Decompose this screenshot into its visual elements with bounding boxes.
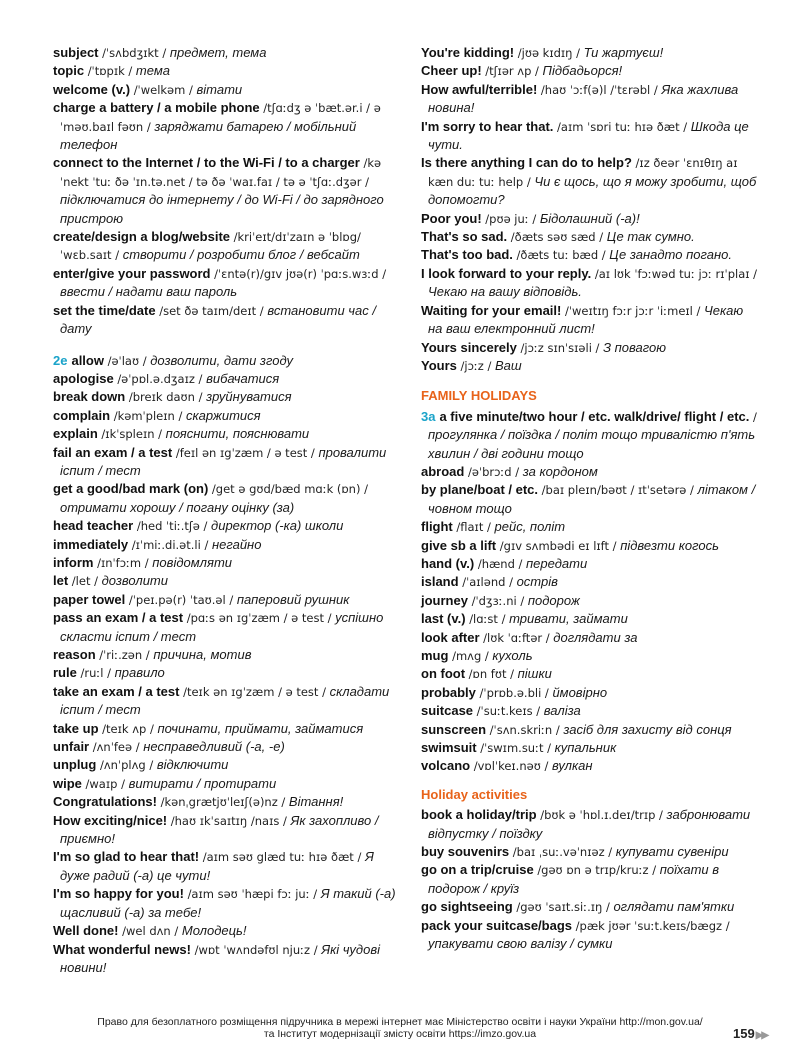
vocab-entry	[53, 664, 405, 682]
headword: charge a battery / a mobile phone	[53, 100, 260, 116]
transcription: /lɑːst /	[469, 612, 506, 627]
translation: вітати	[196, 81, 243, 97]
headword: go sightseeing	[421, 899, 513, 915]
translation: забронювати відпустку / поїздку	[428, 807, 751, 841]
vocab-entry	[421, 408, 761, 463]
vocab-entry	[421, 463, 761, 481]
translation: купувати сувеніри	[615, 844, 729, 860]
translation: тема	[135, 63, 170, 79]
vocab-entry	[421, 246, 761, 264]
translation: причина, мотив	[153, 647, 252, 662]
headword: abroad	[421, 463, 465, 479]
transcription: /ɪnˈfɔːm /	[97, 555, 149, 570]
translation: несправедливий (-а, -е)	[143, 739, 285, 755]
headword: That's so sad.	[421, 229, 508, 245]
headword: I'm so glad to hear that!	[53, 849, 200, 865]
transcription: /feɪl ən ɪgˈzæm / ə test /	[175, 445, 315, 460]
lesson-number: 3a	[421, 408, 436, 424]
headword: How awful/terrible!	[421, 81, 538, 97]
transcription: /jɔːz /	[460, 358, 492, 373]
left-column	[53, 44, 405, 977]
headword: Waiting for your email!	[421, 302, 562, 318]
transcription: /ˈriː.zən /	[99, 648, 150, 662]
transcription: /gəʊ ˈsaɪt.siː.ɪŋ /	[516, 900, 610, 915]
transcription: /wɒt ˈwʌndəfʊl njuːz /	[194, 942, 318, 957]
headword: buy souvenirs	[421, 844, 510, 860]
vocab-entry	[53, 370, 405, 388]
vocab-entry	[421, 702, 761, 720]
translation: починати, приймати, займатися	[157, 720, 364, 736]
translation: отримати хорошу / погану оцінку (за)	[60, 499, 295, 515]
page-number-text: 159	[733, 1026, 755, 1041]
headword: That's too bad.	[421, 247, 513, 263]
translation: засіб для захисту від сонця	[563, 721, 732, 737]
vocab-entry	[53, 591, 405, 609]
vocab-entry	[53, 554, 405, 572]
transcription: /əˈlaʊ /	[107, 353, 147, 368]
transcription: /aɪm səʊ ˈhæpi fɔː juː /	[187, 887, 318, 902]
translation: вибачатися	[206, 370, 280, 386]
headword: book a holiday/trip	[421, 807, 537, 823]
translation: передати	[526, 555, 588, 571]
translation: пішки	[517, 666, 552, 682]
headword: I'm so happy for you!	[53, 886, 184, 902]
transcription: /ɪkˈspleɪn /	[101, 427, 163, 442]
transcription: /aɪm səʊ glæd tuː hɪə ðæt /	[202, 850, 362, 865]
headword: rule	[53, 665, 77, 681]
translation: Молодець!	[181, 923, 247, 939]
vocab-entry	[421, 684, 761, 702]
translation: тривати, займати	[509, 611, 628, 627]
transcription: /gəʊ ɒn ə trɪp/kruːz /	[537, 863, 657, 878]
headword: Yours	[421, 357, 457, 373]
vocab-entry	[53, 517, 405, 535]
headword: apologise	[53, 370, 114, 386]
vocab-entry	[53, 407, 405, 425]
translation: підключатися до інтернету / до Wi-Fi / до зарядного пристрою	[60, 192, 384, 226]
headword: suitcase	[421, 703, 474, 719]
translation: ввести / надати ваш пароль	[60, 284, 238, 300]
headword: get a good/bad mark (on)	[53, 481, 209, 497]
translation: прогулянка / поїздка / політ тощо тривалістю п'ять хвилин / дві години тощо	[428, 427, 756, 461]
next-arrows-icon: ▶▶	[755, 1030, 768, 1041]
vocab-entry	[421, 537, 761, 555]
vocab-entry	[53, 536, 405, 554]
footer-notice	[0, 1016, 800, 1040]
translation: Це занадто погано.	[609, 247, 732, 263]
transcription: /ruːl /	[80, 666, 111, 681]
translation: Шкода це чути.	[428, 118, 749, 153]
headword: allow	[71, 352, 104, 368]
vocab-entry	[53, 646, 405, 664]
translation: Чекаю на вашу відповідь.	[428, 284, 582, 300]
translation: встановити час / дату	[60, 302, 376, 337]
transcription: /ðæts səʊ sæd /	[510, 230, 604, 245]
vocab-entry	[53, 302, 405, 339]
headword: Yours sincerely	[421, 339, 517, 355]
vocab-entry	[421, 228, 761, 246]
transcription: /baɪ ˌsuː.vəˈnɪəz /	[512, 845, 613, 860]
headword: break down	[53, 389, 126, 405]
translation: зруйнуватися	[206, 389, 292, 405]
vocab-entry	[53, 228, 405, 265]
vocab-entry	[421, 757, 761, 775]
transcription: /ˈdʒɜː.ni /	[471, 593, 525, 608]
translation: вулкан	[551, 758, 593, 774]
vocab-entry	[421, 721, 761, 739]
translation: витирати / протирати	[128, 775, 277, 791]
translation: провалити іспит / тест	[60, 444, 387, 478]
headword: let	[53, 573, 69, 589]
translation: успішно скласти іспит / тест	[60, 610, 384, 644]
headword: sunscreen	[421, 721, 487, 737]
transcription: /bʊk ə ˈhɒl.ɪ.deɪ/trɪp /	[540, 808, 663, 823]
headword: create/design a blog/website	[53, 229, 230, 245]
transcription: /teɪk ʌp /	[102, 721, 154, 736]
headword: go on a trip/cruise	[421, 862, 534, 878]
transcription: /jʊə kɪdɪŋ /	[517, 46, 580, 60]
vocab-entry	[53, 388, 405, 406]
headword: How exciting/nice!	[53, 812, 168, 828]
headword: volcano	[421, 758, 471, 774]
headword: I'm sorry to hear that.	[421, 118, 554, 134]
headword: probably	[421, 684, 476, 700]
transcription: /get ə gʊd/bæd mɑːk (ɒn) /	[211, 482, 368, 497]
vocab-entry	[421, 518, 761, 536]
footer-line-1: Право для безоплатного розміщення підручника в мережі інтернет має Міністерство освіти і науки України http://mon.gov.ua/	[97, 1016, 703, 1028]
vocab-entry	[421, 917, 761, 954]
headword: unplug	[53, 757, 97, 773]
translation: за кордоном	[522, 463, 598, 479]
headword: complain	[53, 407, 111, 423]
headword: I look forward to your reply.	[421, 265, 592, 281]
vocab-entry	[421, 302, 761, 339]
headword: pack your suitcase/bags	[421, 917, 573, 933]
translation: скаржитися	[185, 407, 261, 423]
vocab-entry	[53, 425, 405, 443]
transcription: /waɪp /	[85, 776, 125, 791]
translation: паперовий рушник	[236, 591, 350, 607]
transcription: /ˈweɪtɪŋ fɔːr jɔːr ˈiːmeɪl /	[564, 303, 701, 318]
translation: Підбадьорся!	[542, 63, 623, 79]
vocab-entry	[421, 265, 761, 302]
vocab-entry	[421, 62, 761, 80]
section-title-holiday-activities: Holiday activities	[421, 786, 528, 802]
vocab-entry	[53, 756, 405, 774]
headword: Congratulations!	[53, 794, 157, 810]
vocab-entry	[421, 806, 761, 843]
vocab-entry	[53, 775, 405, 793]
vocab-entry	[421, 118, 761, 155]
transcription: /ˈsuːt.keɪs /	[476, 704, 541, 719]
vocab-entry	[421, 573, 761, 591]
spacer	[53, 339, 405, 352]
vocab-entry	[421, 44, 761, 62]
translation: поїхати в подорож / круїз	[428, 862, 720, 896]
headword: look after	[421, 629, 480, 645]
transcription: /kənˌgrætjʊˈleɪʃ(ə)nz /	[160, 795, 286, 810]
transcription: /aɪ lʊk ˈfɔːwəd tuː jɔː rɪˈplaɪ /	[594, 266, 758, 281]
headword: on foot	[421, 666, 466, 682]
transcription: /kəmˈpleɪn /	[113, 408, 183, 423]
vocab-entry	[53, 793, 405, 811]
transcription: /tʃɑːdʒ ə ˈbæt.ər.i / ə ˈməʊ.baɪl fəʊn /	[60, 101, 381, 134]
headword: paper towel	[53, 591, 126, 607]
vocab-entry	[53, 444, 405, 481]
translation: Ти жартуєш!	[583, 45, 664, 60]
headword: flight	[421, 519, 453, 535]
vocab-entry	[421, 647, 761, 665]
transcription: /ʌnˈfeə /	[92, 740, 140, 755]
transcription: /ʌnˈplʌg /	[99, 758, 154, 773]
vocab-entry	[421, 210, 761, 228]
translation: Чекаю на ваш електронний лист!	[428, 302, 744, 337]
translation: повідомляти	[152, 554, 233, 570]
translation: складати іспит / тест	[60, 683, 390, 718]
vocab-entry	[421, 357, 761, 375]
headword: wipe	[53, 775, 82, 791]
translation: З повагою	[603, 339, 667, 355]
transcription: /ɪˈmiː.di.ət.li /	[131, 537, 209, 552]
translation: доглядати за	[553, 629, 638, 645]
transcription: /set ðə taɪm/deɪt /	[159, 303, 264, 318]
vocab-entry	[53, 941, 405, 978]
headword: What wonderful news!	[53, 941, 191, 957]
transcription: /hænd /	[477, 556, 523, 571]
headword: Well done!	[53, 923, 119, 939]
transcription: /	[753, 409, 757, 424]
vocab-entry	[421, 592, 761, 610]
transcription: /wel dʌn /	[122, 924, 179, 939]
translation: створити / розробити блог / вебсайт	[122, 247, 360, 263]
vocab-entry	[53, 572, 405, 590]
transcription: /pʊə juː /	[485, 211, 537, 226]
vocab-entry	[53, 812, 405, 849]
vocab-entry	[421, 610, 761, 628]
transcription: /pæk jʊər ˈsuːt.keɪs/bægz /	[575, 918, 730, 933]
vocab-entry	[421, 154, 761, 209]
translation: Яка жахлива новина!	[428, 81, 739, 116]
transcription: /əˈpɒl.ə.dʒaɪz /	[117, 371, 203, 386]
headword: connect to the Internet / to the Wi-Fi / to a charger	[53, 155, 360, 171]
headword: unfair	[53, 739, 90, 755]
transcription: /ˈprɒb.ə.bli /	[479, 685, 549, 700]
translation: Я такий (-а) щасливий (-а) за тебе!	[60, 886, 396, 920]
translation: пояснити, пояснювати	[165, 426, 310, 442]
translation: подорож	[527, 592, 580, 608]
vocab-entry	[421, 629, 761, 647]
translation: упакувати свою валізу / сумки	[428, 936, 613, 952]
vocab-entry	[53, 922, 405, 940]
headword: inform	[53, 554, 94, 570]
headword: fail an exam / a test	[53, 444, 173, 460]
transcription: /ˈaɪlənd /	[462, 575, 513, 590]
family-holidays-list	[421, 408, 761, 776]
headword: You're kidding!	[421, 45, 515, 60]
transcription: /breɪk daʊn /	[128, 390, 203, 405]
headword: set the time/date	[53, 302, 156, 318]
vocab-entry	[53, 683, 405, 720]
translation: заряджати батарею / мобільний телефон	[60, 118, 357, 153]
translation: Вітання!	[288, 794, 344, 810]
vocab-entry	[53, 44, 405, 62]
holiday-activities-list	[421, 806, 761, 953]
right-column	[421, 44, 761, 954]
section-title-family-holidays: FAMILY HOLIDAYS	[421, 388, 537, 404]
headword: hand (v.)	[421, 555, 475, 571]
headword: a five minute/two hour / etc. walk/drive/ flight / etc.	[439, 408, 750, 424]
headword: Poor you!	[421, 210, 482, 226]
transcription: /aɪm ˈsɒri tuː hɪə ðæt /	[557, 119, 688, 134]
vocab-entry	[421, 339, 761, 357]
vocab-entry	[53, 265, 405, 302]
translation: Які чудові новини!	[60, 941, 381, 975]
translation: правило	[114, 665, 165, 681]
translation: Бідолашний (-а)!	[539, 210, 640, 226]
transcription: /let /	[71, 574, 98, 589]
transcription: /haʊ ɪkˈsaɪtɪŋ /naɪs /	[170, 813, 287, 828]
vocab-entry	[421, 81, 761, 118]
transcription: /ɒn fʊt /	[468, 667, 514, 682]
headword: Is there anything I can do to help?	[421, 155, 632, 171]
translation: оглядати пам'ятки	[613, 899, 735, 915]
translation: кухоль	[492, 648, 533, 663]
lesson-number: 2e	[53, 352, 68, 368]
headword: Cheer up!	[421, 63, 482, 79]
transcription: /vɒlˈkeɪ.nəʊ /	[473, 759, 549, 774]
vocab-entry	[421, 843, 761, 861]
vocab-entry	[53, 62, 405, 80]
vocab-entry	[53, 738, 405, 756]
vocab-entry	[421, 861, 761, 898]
translation: Ваш	[494, 357, 522, 373]
headword: give sb a lift	[421, 537, 497, 553]
translation: купальник	[554, 740, 617, 756]
vocab-entry	[421, 481, 761, 518]
translation: Я дуже радий (-а) це чути!	[60, 849, 374, 883]
headword: welcome (v.)	[53, 81, 131, 97]
headword: explain	[53, 426, 98, 442]
headword: take up	[53, 720, 99, 736]
translation: Як захопливо / приємно!	[60, 812, 379, 847]
transcription: /ˈsʌbdʒɪkt /	[102, 46, 167, 60]
translation: Це так сумно.	[606, 229, 695, 245]
transcription: /pɑːs ən ɪgˈzæm / ə test /	[186, 611, 332, 626]
headword: swimsuit	[421, 740, 477, 756]
translation: підвезти когось	[620, 537, 719, 553]
transcription: /ˈtɒpɪk /	[87, 64, 133, 79]
vocab-entry	[53, 848, 405, 885]
vocab-entry	[421, 665, 761, 683]
translation: літаком / човном тощо	[428, 482, 756, 516]
vocab-entry	[53, 609, 405, 646]
transcription: /gɪv sʌmbədi eɪ lɪft /	[499, 538, 617, 553]
vocab-entry	[421, 739, 761, 757]
headword: topic	[53, 63, 85, 79]
translation: дозволити	[101, 573, 168, 589]
translation: відключити	[156, 757, 229, 773]
transcription: /ˈsʌn.skriːn /	[489, 722, 560, 737]
vocab-entry	[53, 885, 405, 922]
transcription: /flaɪt /	[456, 520, 491, 535]
headword: head teacher	[53, 518, 134, 534]
transcription: /ˈpeɪ.pə(r) ˈtaʊ.əl /	[128, 592, 234, 607]
footer-line-2: та Інститут модернізації змісту освіти https://imzo.gov.ua	[263, 1028, 537, 1040]
translation: валіза	[543, 703, 581, 719]
transcription: /lʊk ˈɑːftər /	[483, 630, 550, 645]
transcription: /mʌg /	[452, 649, 489, 663]
translation: дозволити, дати згоду	[150, 352, 293, 368]
vocab-entry	[53, 720, 405, 738]
headword: journey	[421, 592, 468, 608]
transcription: /jɔːz sɪnˈsɪəli /	[520, 340, 600, 355]
transcription: /baɪ pleɪn/bəʊt / ɪtˈsetərə /	[541, 483, 694, 498]
translation: ймовірно	[552, 684, 608, 700]
phrases-list	[421, 44, 761, 375]
headword: mug	[421, 648, 449, 663]
headword: by plane/boat / etc.	[421, 482, 539, 498]
transcription: /ðæts tuː bæd /	[516, 248, 606, 263]
translation: предмет, тема	[169, 45, 267, 60]
headword: immediately	[53, 536, 129, 552]
vocab-entry	[53, 154, 405, 228]
headword: take an exam / a test	[53, 683, 180, 699]
transcription: /əˈbrɔːd /	[467, 464, 520, 479]
vocab-entry	[421, 555, 761, 573]
headword: last (v.)	[421, 611, 466, 627]
translation: Чи є щось, що я можу зробити, щоб допомогти?	[428, 173, 757, 208]
headword: enter/give your password	[53, 265, 211, 281]
transcription: /teɪk ən ɪgˈzæm / ə test /	[183, 684, 326, 699]
headword: island	[421, 574, 459, 590]
transcription: /kriˈeɪt/dɪˈzaɪn ə ˈblɒg/ ˈwɛb.saɪt /	[60, 230, 361, 263]
transcription: /kəˈnekt ˈtuː ðə ˈɪn.tə.net / tə ðə ˈwaɪ.faɪ / tə ə ˈtʃɑː.dʒər /	[60, 156, 382, 189]
transcription: /ɪz ðeər ˈɛnɪθɪŋ aɪ kæn duː tuː help /	[428, 156, 738, 189]
headword: pass an exam / a test	[53, 610, 184, 626]
transcription: /haʊ ˈɔːf(ə)l /ˈtɛrəbl /	[540, 82, 658, 97]
vocab-entry	[53, 81, 405, 99]
transcription: /ˈswɪm.suːt /	[480, 741, 552, 756]
transcription: /hed ˈtiː.tʃə /	[136, 519, 208, 534]
translation: негайно	[211, 536, 262, 552]
vocab-entry	[421, 898, 761, 916]
vocab-entry	[53, 99, 405, 154]
transcription: /tʃɪər ʌp /	[485, 64, 539, 79]
translation: директор (-ка) школи	[211, 518, 344, 534]
translation: острів	[516, 574, 558, 590]
vocab-entry	[53, 352, 405, 370]
headword: subject	[53, 45, 99, 60]
translation: рейс, політ	[494, 519, 566, 535]
headword: reason	[53, 647, 96, 662]
transcription: /ˈɛntə(r)/gɪv jʊə(r) ˈpɑːs.wɜːd /	[214, 266, 387, 281]
vocab-entry	[53, 480, 405, 517]
transcription: /ˈwelkəm /	[133, 82, 193, 97]
